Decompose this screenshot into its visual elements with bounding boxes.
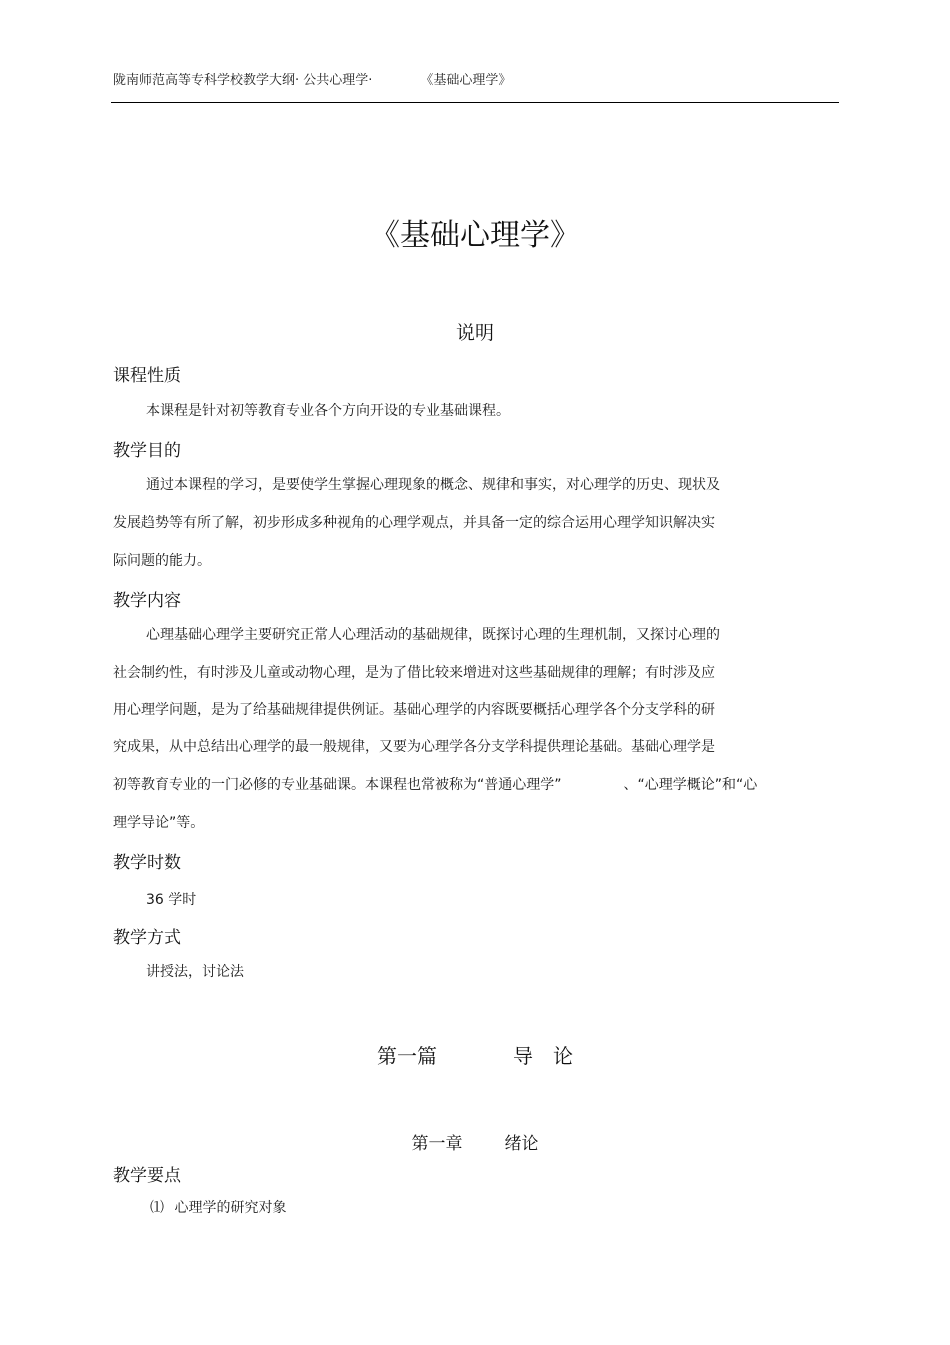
heading-course-nature: 课程性质 (113, 366, 181, 386)
heading-teaching-method: 教学方式 (113, 928, 181, 948)
chapter-name: 绪论 (504, 1134, 539, 1154)
heading-teaching-goal: 教学目的 (113, 441, 181, 461)
hours-unit: 学时 (168, 892, 197, 908)
list-item-marker: ⑴ (150, 1200, 164, 1216)
chapter-title (0, 1129, 950, 1154)
teaching-content-line5-b: 、“心理学概论”和“心 (623, 777, 758, 793)
teaching-content-line: 理学导论”等。 (113, 815, 205, 831)
header-left: 陇南师范高等专科学校教学大纲· 公共心理学· (113, 73, 373, 88)
teaching-goal-line: 际问题的能力。 (113, 553, 211, 569)
heading-teaching-content: 教学内容 (113, 591, 181, 611)
teaching-goal-line: 发展趋势等有所了解，初步形成多种视角的心理学观点，并具备一定的综合运用心理学知识解决实 (113, 515, 715, 531)
teaching-content-line: 用心理学问题，是为了给基础规律提供例证。基础心理学的内容既要概括心理学各个分支学科的研 (113, 702, 715, 718)
teaching-content-line: 究成果，从中总结出心理学的最一般规律，又要为心理学各分支学科提供理论基础。基础心理学是 (113, 739, 715, 755)
teaching-hours-value (146, 889, 196, 909)
teaching-content-line: 社会制约性，有时涉及儿童或动物心理，是为了借比较来增进对这些基础规律的理解；有时涉及应 (113, 665, 715, 681)
section-title: 说明 (455, 322, 494, 344)
heading-teaching-hours: 教学时数 (113, 853, 181, 873)
part-number: 第一篇 (377, 1044, 437, 1068)
list-item (150, 1197, 286, 1217)
teaching-content-line5-a: 初等教育专业的一门必修的专业基础课。本课程也常被称为“普通心理学” (113, 777, 562, 793)
teaching-content-line (113, 774, 757, 794)
document-title: 《基础心理学》 (370, 218, 580, 253)
heading-key-points: 教学要点 (113, 1166, 181, 1186)
page-header (113, 69, 511, 88)
part-name-b: 论 (553, 1044, 573, 1068)
teaching-content-line: 心理基础心理学主要研究正常人心理活动的基础规律，既探讨心理的生理机制，又探讨心理的 (146, 627, 720, 643)
teaching-goal-line: 通过本课程的学习，是要使学生掌握心理现象的概念、规律和事实，对心理学的历史、现状及 (146, 477, 720, 493)
teaching-method-text: 讲授法，讨论法 (146, 964, 244, 980)
part-name-a: 导 (513, 1044, 533, 1068)
course-nature-text: 本课程是针对初等教育专业各个方向开设的专业基础课程。 (146, 403, 510, 419)
header-rule (111, 102, 839, 103)
list-item-text: 心理学的研究对象 (174, 1200, 287, 1216)
hours-number: 36 (146, 892, 164, 908)
part-title (0, 1040, 950, 1069)
header-right: 《基础心理学》 (420, 73, 512, 88)
chapter-number: 第一章 (411, 1134, 463, 1154)
